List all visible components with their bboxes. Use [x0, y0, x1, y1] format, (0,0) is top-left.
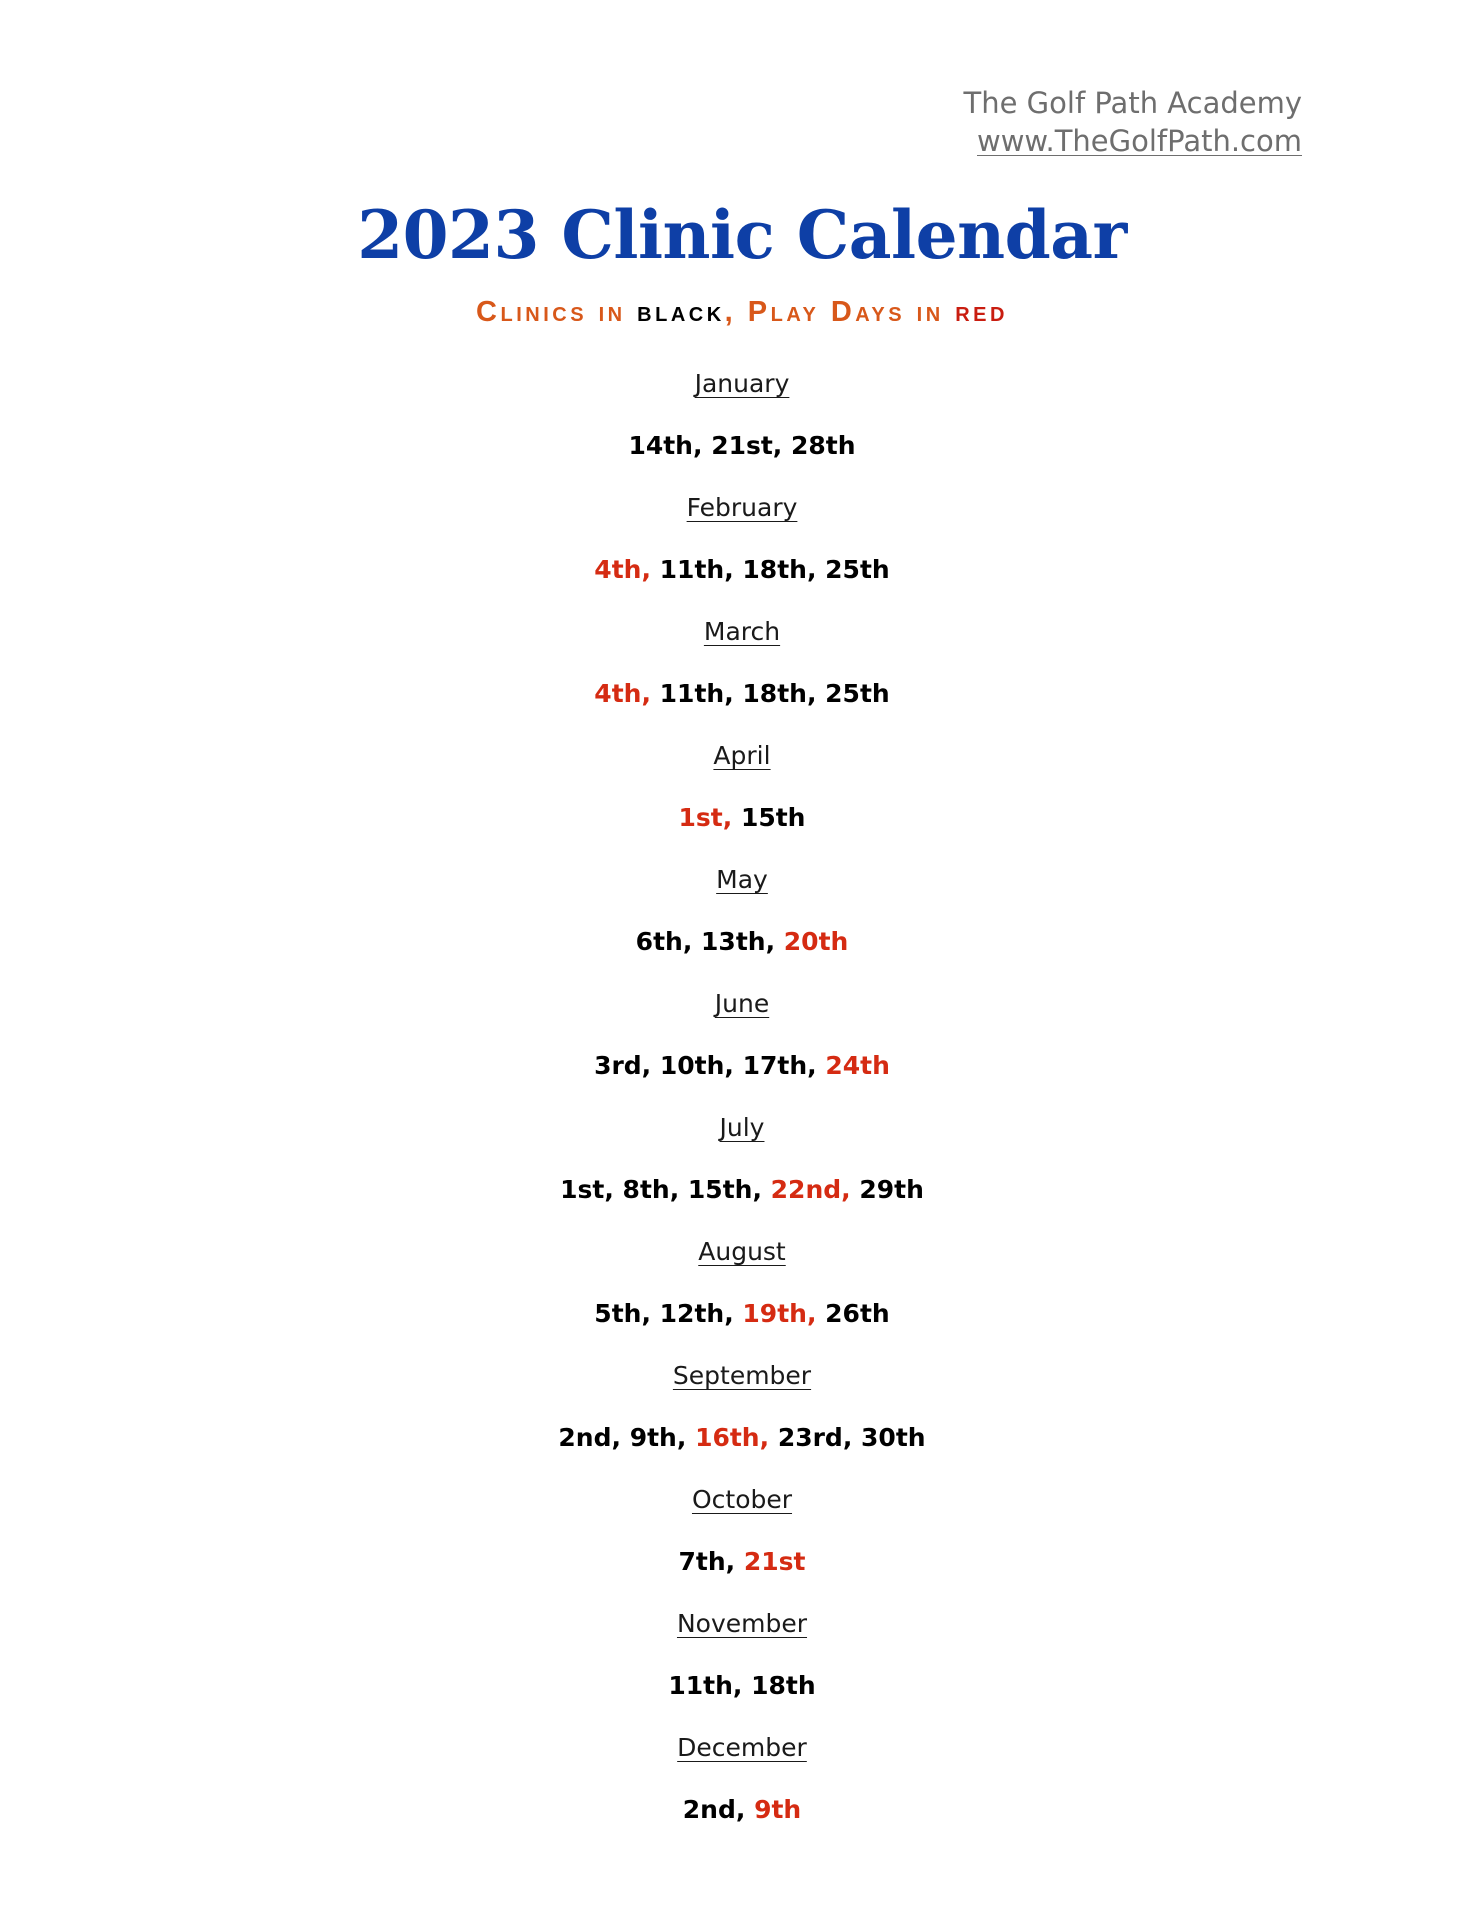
- clinic-date: 7th,: [678, 1547, 744, 1576]
- play-day-date: 21st: [743, 1547, 806, 1576]
- play-day-date: 4th,: [594, 679, 660, 708]
- clinic-date: 25th: [825, 555, 890, 584]
- month-heading: October: [691, 1485, 793, 1514]
- play-day-date: 24th: [825, 1051, 890, 1080]
- month-heading-row: [0, 1230, 1484, 1292]
- date-list: [0, 1788, 1484, 1850]
- month-heading-row: [0, 486, 1484, 548]
- month-heading-row: [0, 362, 1484, 424]
- month-heading: January: [694, 369, 790, 398]
- clinic-date: 14th,: [628, 431, 712, 460]
- clinic-date: 17th,: [742, 1051, 826, 1080]
- month-heading-row: [0, 1726, 1484, 1788]
- date-list: [0, 796, 1484, 858]
- month-heading-row: [0, 1478, 1484, 1540]
- month-section-january: [0, 362, 1484, 486]
- date-list: [0, 548, 1484, 610]
- month-heading: December: [677, 1733, 807, 1762]
- month-section-february: [0, 486, 1484, 610]
- clinic-date: 5th,: [594, 1299, 660, 1328]
- month-heading: July: [719, 1113, 765, 1142]
- organization-name: The Golf Path Academy: [963, 86, 1302, 120]
- date-list: [0, 920, 1484, 982]
- legend-red-word: red: [955, 296, 1008, 328]
- clinic-date: 2nd,: [558, 1423, 630, 1452]
- clinic-date: 21st,: [711, 431, 792, 460]
- clinic-date: 1st,: [560, 1175, 623, 1204]
- date-list: [0, 1168, 1484, 1230]
- date-list: [0, 424, 1484, 486]
- clinic-date: 11th,: [659, 555, 743, 584]
- month-section-december: [0, 1726, 1484, 1850]
- month-heading: February: [686, 493, 798, 522]
- clinic-date: 29th: [859, 1175, 924, 1204]
- date-list: [0, 1664, 1484, 1726]
- month-heading-row: [0, 858, 1484, 920]
- clinic-date: 8th,: [622, 1175, 688, 1204]
- month-heading-row: [0, 610, 1484, 672]
- month-section-may: [0, 858, 1484, 982]
- legend-subtitle: [0, 294, 1484, 330]
- clinic-date: 26th: [825, 1299, 890, 1328]
- month-heading: March: [703, 617, 781, 646]
- play-day-date: 19th,: [742, 1299, 826, 1328]
- clinic-date: 12th,: [659, 1299, 743, 1328]
- date-list: [0, 1540, 1484, 1602]
- play-day-date: 9th: [754, 1795, 802, 1824]
- play-day-date: 4th,: [594, 555, 660, 584]
- date-list: [0, 1292, 1484, 1354]
- play-day-date: 20th: [783, 927, 849, 956]
- play-day-date: 1st,: [678, 803, 741, 832]
- month-heading-row: [0, 734, 1484, 796]
- play-day-date: 16th,: [695, 1423, 778, 1452]
- clinic-date: 2nd,: [682, 1795, 755, 1824]
- clinic-date: 10th,: [659, 1051, 743, 1080]
- month-section-october: [0, 1478, 1484, 1602]
- clinic-date: 23rd,: [777, 1423, 862, 1452]
- clinic-date: 18th,: [742, 555, 826, 584]
- play-day-date: 22nd,: [770, 1175, 860, 1204]
- month-section-august: [0, 1230, 1484, 1354]
- month-heading-row: [0, 982, 1484, 1044]
- month-heading: August: [698, 1237, 786, 1266]
- date-list: [0, 672, 1484, 734]
- date-list: [0, 1416, 1484, 1478]
- month-heading: November: [676, 1609, 808, 1638]
- organization-header: [964, 84, 1302, 160]
- month-heading: June: [714, 989, 770, 1018]
- clinic-date: 30th: [861, 1423, 926, 1452]
- page-title: 2023 Clinic Calendar: [357, 196, 1127, 274]
- clinic-date: 9th,: [629, 1423, 696, 1452]
- clinic-date: 3rd,: [594, 1051, 660, 1080]
- clinic-date: 11th,: [668, 1671, 752, 1700]
- month-heading: April: [713, 741, 771, 770]
- clinic-date: 15th: [740, 803, 806, 832]
- month-section-april: [0, 734, 1484, 858]
- clinic-date: 18th,: [742, 679, 826, 708]
- clinic-date: 11th,: [659, 679, 743, 708]
- clinic-date: 28th: [791, 431, 856, 460]
- clinic-date: 13th,: [701, 927, 784, 956]
- month-heading: May: [716, 865, 768, 894]
- legend-black-word: black: [637, 296, 725, 328]
- date-list: [0, 1044, 1484, 1106]
- month-section-july: [0, 1106, 1484, 1230]
- month-section-september: [0, 1354, 1484, 1478]
- month-list: [0, 362, 1484, 1850]
- clinic-date: 15th,: [687, 1175, 771, 1204]
- clinic-date: 18th: [751, 1671, 816, 1700]
- month-section-november: [0, 1602, 1484, 1726]
- legend-text-play-days: , Play Days in: [724, 296, 956, 328]
- month-heading-row: [0, 1106, 1484, 1168]
- month-section-june: [0, 982, 1484, 1106]
- month-heading-row: [0, 1354, 1484, 1416]
- website-link[interactable]: www.TheGolfPath.com: [977, 124, 1302, 158]
- month-section-march: [0, 610, 1484, 734]
- month-heading: September: [672, 1361, 812, 1390]
- clinic-date: 25th: [825, 679, 890, 708]
- clinic-date: 6th,: [635, 927, 702, 956]
- legend-text-clinics: Clinics in: [476, 296, 638, 328]
- month-heading-row: [0, 1602, 1484, 1664]
